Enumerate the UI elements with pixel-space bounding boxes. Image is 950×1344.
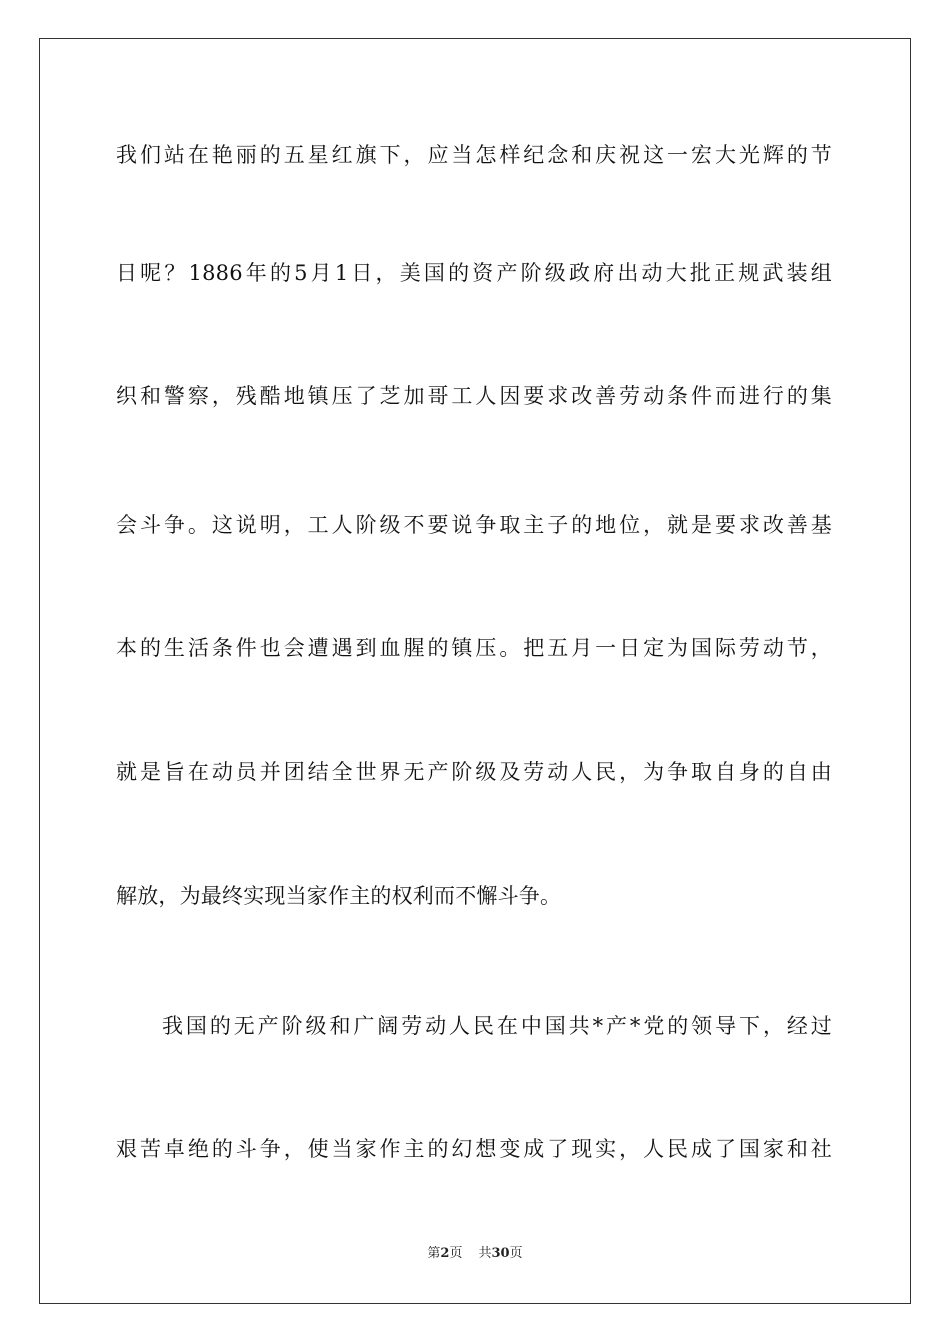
body-line-9: 艰苦卓绝的斗争，使当家作主的幻想变成了现实，人民成了国家和社 [116, 1137, 832, 1161]
footer-page-prefix: 第 [427, 1246, 441, 1261]
footer-total-prefix: 共 [478, 1246, 492, 1261]
body-line-5: 本的生活条件也会遭遇到血腥的镇压。把五月一日定为国际劳动节， [116, 636, 832, 660]
page-border [39, 38, 911, 1304]
body-line-8: 我国的无产阶级和广阔劳动人民在中国共*产*党的领导下，经过 [162, 1014, 832, 1038]
body-line-4: 会斗争。这说明，工人阶级不要说争取主子的地位，就是要求改善基 [116, 513, 832, 537]
body-line-3: 织和警察，残酷地镇压了芝加哥工人因要求改善劳动条件而进行的集 [116, 384, 832, 408]
body-line-1: 我们站在艳丽的五星红旗下，应当怎样纪念和庆祝这一宏大光辉的节 [116, 143, 832, 167]
footer-page-number: 2 [440, 1246, 450, 1261]
body-line-7: 解放，为最终实现当家作主的权利而不懈斗争。 [116, 884, 562, 908]
footer-total-number: 30 [491, 1246, 510, 1261]
page-footer [0, 1245, 950, 1263]
footer-page-suffix: 页 [449, 1246, 463, 1261]
body-line-6: 就是旨在动员并团结全世界无产阶级及劳动人民，为争取自身的自由 [116, 760, 832, 784]
footer-total-suffix: 页 [509, 1246, 523, 1261]
body-line-2: 日呢？1886年的5月1日，美国的资产阶级政府出动大批正规武装组 [116, 261, 832, 285]
